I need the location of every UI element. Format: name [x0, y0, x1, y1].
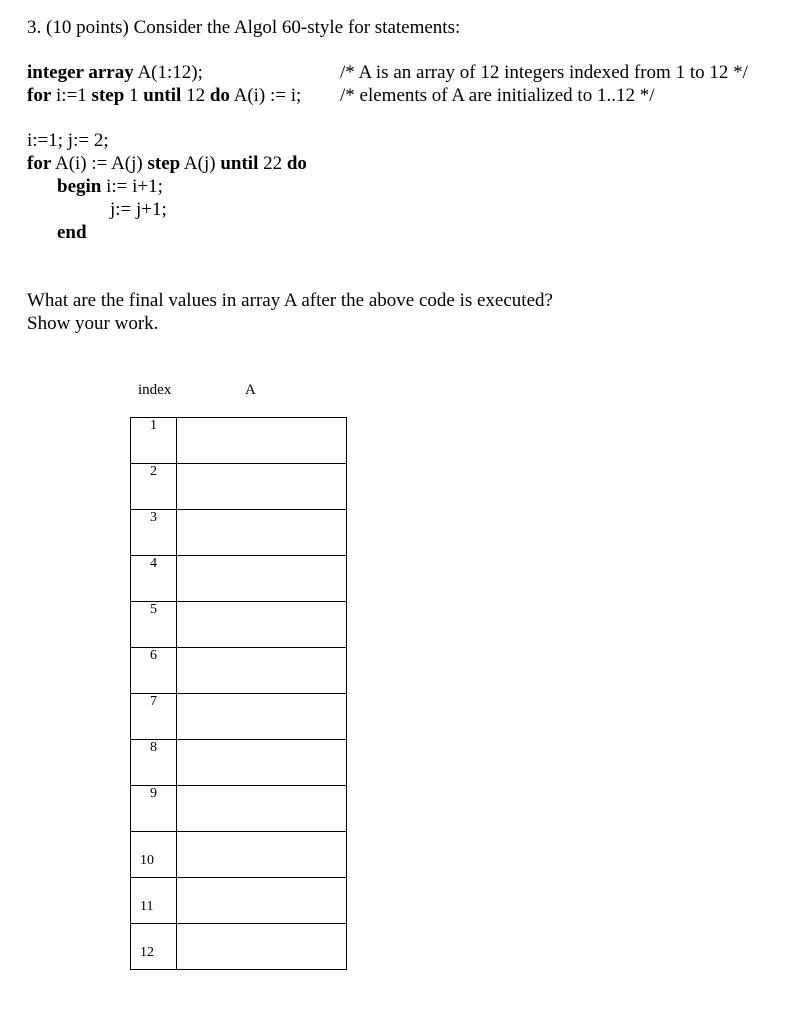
- main-loop-text: 22: [258, 153, 287, 174]
- table-row: [131, 556, 347, 602]
- table-header-value: A: [245, 382, 256, 398]
- declaration-comment: /* A is an array of 12 integers indexed from 1 to 12 */: [340, 62, 748, 83]
- body-statement: i:= i+1;: [101, 176, 163, 197]
- table-row: [131, 786, 347, 832]
- keyword-do: do: [286, 153, 307, 174]
- index-cell: 9: [131, 786, 177, 832]
- table-row: [131, 740, 347, 786]
- init-loop-text: i:=1: [51, 85, 92, 106]
- table-header-index: index: [138, 382, 172, 398]
- value-cell[interactable]: [177, 878, 347, 924]
- value-cell[interactable]: [177, 832, 347, 878]
- keyword-integer-array: integer array: [27, 62, 134, 83]
- index-cell: 12: [131, 924, 177, 970]
- init-loop-comment: /* elements of A are initialized to 1..12 */: [340, 85, 655, 106]
- value-cell[interactable]: [177, 602, 347, 648]
- index-cell: 3: [131, 510, 177, 556]
- question-prompt: What are the final values in array A after the above code is executed?: [27, 290, 553, 311]
- index-cell: 11: [131, 878, 177, 924]
- main-loop-text: A(i) := A(j): [51, 153, 148, 174]
- table-row: [131, 602, 347, 648]
- keyword-for: for: [27, 153, 52, 174]
- table-row: [131, 694, 347, 740]
- keyword-begin: begin: [57, 176, 102, 197]
- main-loop: [27, 153, 307, 175]
- array-declaration: [27, 62, 203, 84]
- table-row: [131, 924, 347, 970]
- keyword-until: until: [220, 153, 259, 174]
- index-cell: 8: [131, 740, 177, 786]
- keyword-do: do: [209, 85, 230, 106]
- value-cell[interactable]: [177, 556, 347, 602]
- index-cell: 5: [131, 602, 177, 648]
- table-row: [131, 832, 347, 878]
- index-cell: 7: [131, 694, 177, 740]
- index-cell: 2: [131, 464, 177, 510]
- index-cell: 10: [131, 832, 177, 878]
- value-cell[interactable]: [177, 510, 347, 556]
- table-row: [131, 648, 347, 694]
- init-loop-text: 12: [181, 85, 210, 106]
- keyword-end: end: [57, 222, 87, 243]
- keyword-step: step: [91, 85, 125, 106]
- table-row: [131, 418, 347, 464]
- question-heading: 3. (10 points) Consider the Algol 60-style for statements:: [27, 17, 461, 38]
- value-cell[interactable]: [177, 418, 347, 464]
- value-cell[interactable]: [177, 786, 347, 832]
- init-loop-text: A(i) := i;: [229, 85, 302, 106]
- answer-table: [130, 417, 347, 970]
- index-cell: 1: [131, 418, 177, 464]
- table-row: [131, 464, 347, 510]
- value-cell[interactable]: [177, 694, 347, 740]
- begin-line: [57, 176, 163, 198]
- value-cell[interactable]: [177, 924, 347, 970]
- main-loop-text: A(j): [180, 153, 221, 174]
- keyword-step: step: [147, 153, 181, 174]
- question-prompt-instruction: Show your work.: [27, 313, 159, 334]
- table-row: [131, 510, 347, 556]
- value-cell[interactable]: [177, 464, 347, 510]
- keyword-for: for: [27, 85, 52, 106]
- end-line: [57, 222, 87, 244]
- value-cell[interactable]: [177, 648, 347, 694]
- init-loop: [27, 85, 301, 107]
- table-row: [131, 878, 347, 924]
- keyword-until: until: [143, 85, 182, 106]
- assignment-line: i:=1; j:= 2;: [27, 130, 109, 151]
- body-statement: j:= j+1;: [110, 199, 167, 220]
- index-cell: 6: [131, 648, 177, 694]
- value-cell[interactable]: [177, 740, 347, 786]
- declaration-text: A(1:12);: [133, 62, 203, 83]
- index-cell: 4: [131, 556, 177, 602]
- init-loop-text: 1: [124, 85, 144, 106]
